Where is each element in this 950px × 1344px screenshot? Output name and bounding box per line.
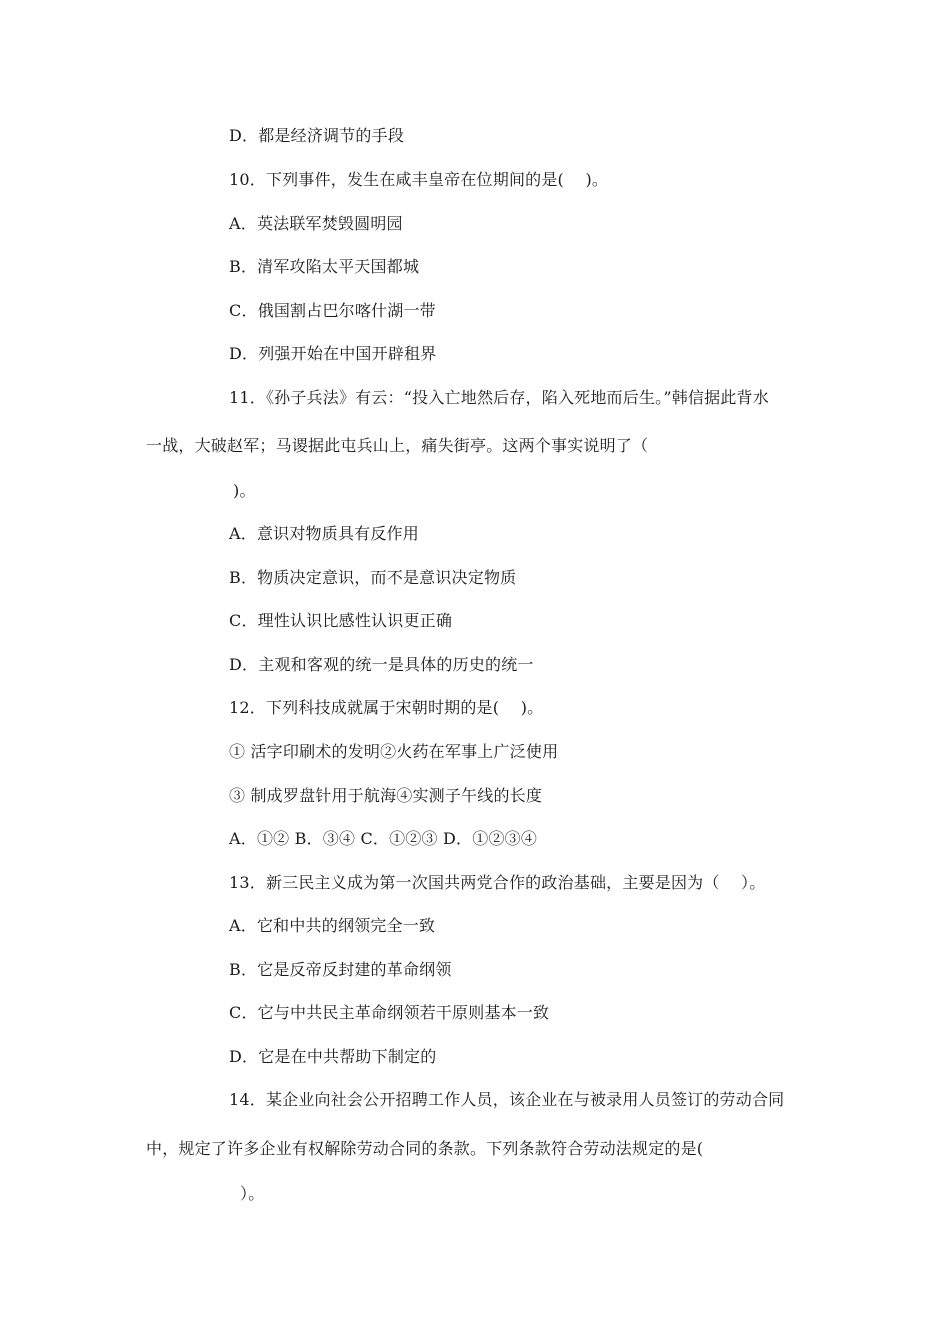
q12-items-line-2: ③ 制成罗盘针用于航海④实测子午线的长度 <box>229 786 543 805</box>
q13-option-b: B．它是反帝反封建的革命纲领 <box>229 960 452 979</box>
q14-stem-line-3: ）。 <box>240 1184 265 1203</box>
q10-option-b: B．清军攻陷太平天国都城 <box>229 257 420 276</box>
q10-option-a: A．英法联军焚毁圆明园 <box>229 214 403 233</box>
q11-stem-line-1: 11．《孙子兵法》有云：“投入亡地然后存，陷入死地而后生。”韩信据此背水 <box>229 388 769 407</box>
q9-option-d: D．都是经济调节的手段 <box>229 126 405 145</box>
q10-option-d: D．列强开始在中国开辟租界 <box>229 344 437 363</box>
q13-option-c: C．它与中共民主革命纲领若干原则基本一致 <box>229 1003 550 1022</box>
q11-option-b: B．物质决定意识，而不是意识决定物质 <box>229 568 517 587</box>
q13-stem: 13．新三民主义成为第一次国共两党合作的政治基础，主要是因为（ ）。 <box>229 873 766 892</box>
q12-options: A．①② B．③④ C．①②③ D．①②③④ <box>229 829 538 848</box>
q10-option-c: C．俄国割占巴尔喀什湖一带 <box>229 301 436 320</box>
q11-stem-line-3: )。 <box>233 481 256 500</box>
q11-option-d: D．主观和客观的统一是具体的历史的统一 <box>229 655 534 674</box>
q14-stem-line-1: 14．某企业向社会公开招聘工作人员，该企业在与被录用人员签订的劳动合同 <box>229 1090 785 1109</box>
q11-stem-line-2: 一战，大破赵军；马谡据此屯兵山上，痛失街亭。这两个事实说明了（ <box>146 436 649 455</box>
q10-stem: 10．下列事件，发生在咸丰皇帝在位期间的是( )。 <box>229 170 609 189</box>
q12-items-line-1: ① 活字印刷术的发明②火药在军事上广泛使用 <box>229 742 559 761</box>
q14-stem-line-2: 中，规定了许多企业有权解除劳动合同的条款。下列条款符合劳动法规定的是( <box>146 1139 704 1158</box>
q13-option-a: A．它和中共的纲领完全一致 <box>229 916 436 935</box>
q11-option-c: C．理性认识比感性认识更正确 <box>229 611 453 630</box>
q11-option-a: A．意识对物质具有反作用 <box>229 524 419 543</box>
q13-option-d: D．它是在中共帮助下制定的 <box>229 1047 437 1066</box>
q12-stem: 12．下列科技成就属于宋朝时期的是( )。 <box>229 698 544 717</box>
